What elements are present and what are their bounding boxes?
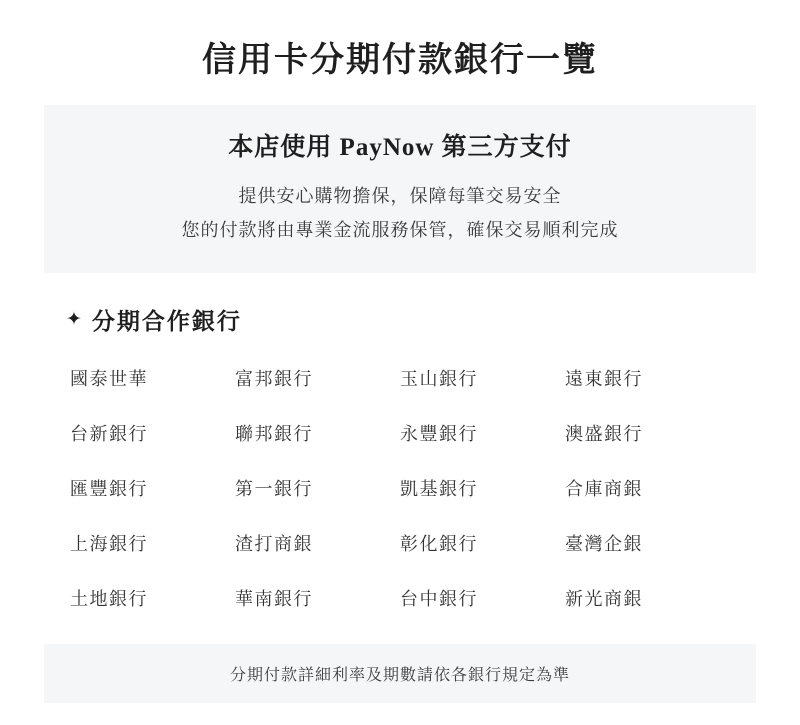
bank-item: 第一銀行 bbox=[235, 478, 313, 499]
bank-item: 富邦銀行 bbox=[235, 368, 313, 389]
bank-grid bbox=[44, 350, 756, 680]
section-title: 分期合作銀行 bbox=[91, 309, 242, 335]
sparkle-icon: ✦ bbox=[66, 309, 82, 331]
bank-item: 土地銀行 bbox=[70, 588, 148, 609]
bank-item: 彰化銀行 bbox=[400, 533, 478, 554]
page-title: 信用卡分期付款銀行一覽 bbox=[202, 42, 598, 79]
bank-item: 上海銀行 bbox=[70, 533, 148, 554]
bank-item: 國泰世華 bbox=[70, 368, 148, 389]
bank-item: 華南銀行 bbox=[235, 588, 313, 609]
payment-notice-title: 本店使用 PayNow 第三方支付 bbox=[228, 134, 572, 161]
section-header bbox=[44, 273, 756, 350]
bank-item: 合庫商銀 bbox=[565, 478, 643, 499]
bank-item: 新光商銀 bbox=[565, 588, 643, 609]
bank-item: 玉山銀行 bbox=[400, 368, 478, 389]
bank-item: 台中銀行 bbox=[400, 588, 478, 609]
bank-item: 遠東銀行 bbox=[565, 368, 643, 389]
bank-item: 永豐銀行 bbox=[400, 423, 478, 444]
bank-item: 澳盛銀行 bbox=[565, 423, 643, 444]
bank-item: 渣打商銀 bbox=[235, 533, 313, 554]
payment-notice-line: 您的付款將由專業金流服務保管，確保交易順利完成 bbox=[181, 220, 619, 241]
bank-item: 台新銀行 bbox=[70, 423, 148, 444]
bank-item: 聯邦銀行 bbox=[235, 423, 313, 444]
payment-notice-line: 提供安心購物擔保，保障每筆交易安全 bbox=[238, 186, 562, 206]
payment-notice-panel bbox=[44, 105, 756, 273]
bank-item: 臺灣企銀 bbox=[565, 533, 643, 554]
footer-note: 分期付款詳細利率及期數請依各銀行規定為準 bbox=[44, 644, 756, 703]
bank-item: 凱基銀行 bbox=[400, 478, 478, 499]
bank-item: 匯豐銀行 bbox=[70, 478, 148, 499]
